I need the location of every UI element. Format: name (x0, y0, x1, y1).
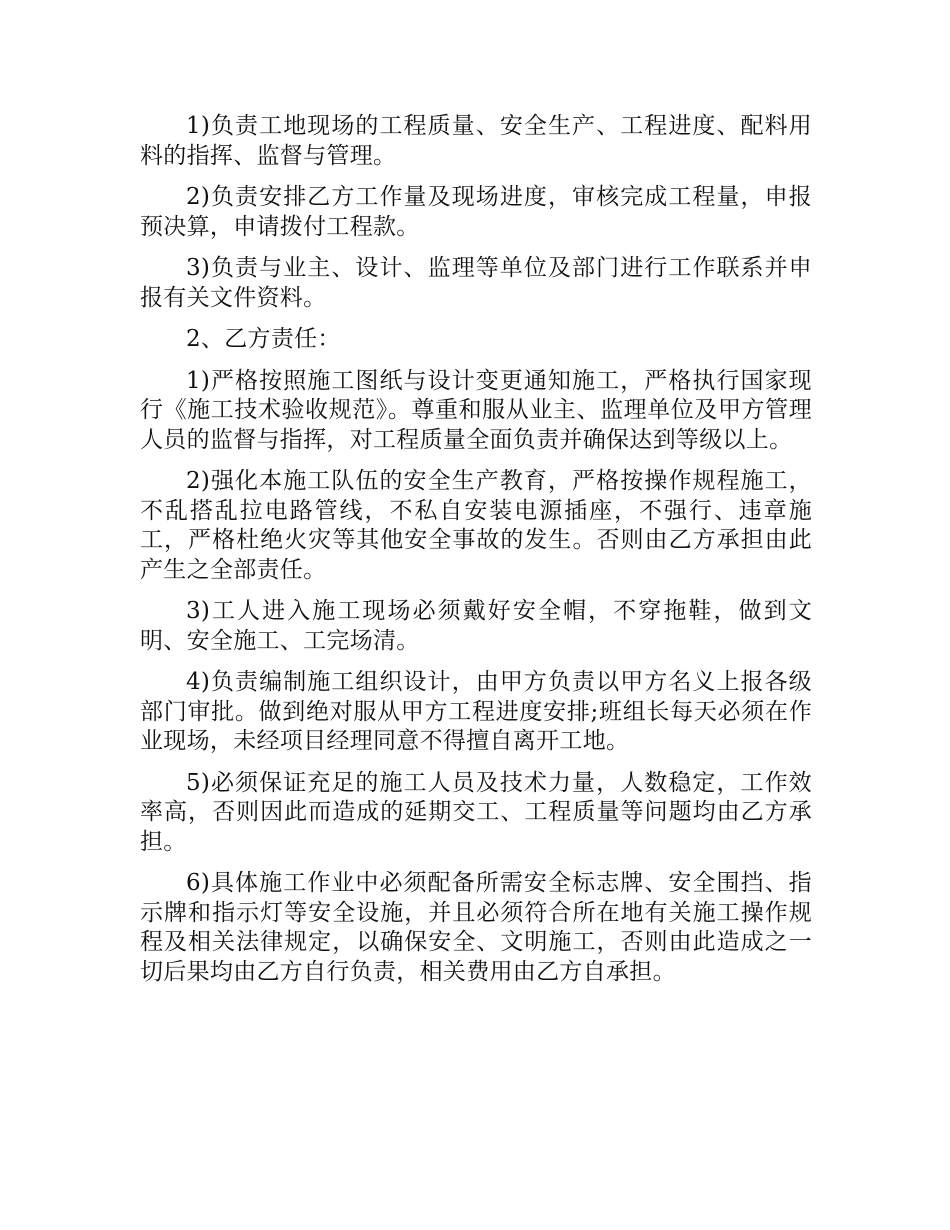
party-b-duty-1: 1)严格按照施工图纸与设计变更通知施工，严格执行国家现行《施工技术验收规范》。尊重和服从业主、监理单位及甲方管理人员的监督与指挥，对工程质量全面负责并确保达到等级以上。 (140, 367, 812, 453)
party-a-duty-3: 3)负责与业主、设计、监理等单位及部门进行工作联系并申报有关文件资料。 (140, 255, 812, 311)
party-a-duty-1: 1)负责工地现场的工程质量、安全生产、工程进度、配料用料的指挥、监督与管理。 (140, 113, 812, 169)
party-b-duty-4: 4)负责编制施工组织设计，由甲方负责以甲方名义上报各级部门审批。做到绝对服从甲方工程进度安排;班组长每天必须在作业现场，未经项目经理同意不得擅自离开工地。 (140, 669, 812, 754)
document-page (140, 112, 812, 999)
party-b-duty-3: 3)工人进入施工现场必须戴好安全帽，不穿拖鞋，做到文明、安全施工、工完场清。 (140, 598, 812, 654)
section-heading-party-b: 2、乙方责任： (186, 326, 341, 352)
party-b-duty-6: 6)具体施工作业中必须配备所需安全标志牌、安全围挡、指示牌和指示灯等安全设施，并且必须符合所在地有关施工操作规程及相关法律规定，以确保安全、文明施工，否则由此造成之一切后果均由乙方自行负责，相关费用由乙方自承担。 (140, 870, 812, 985)
party-a-duty-2: 2)负责安排乙方工作量及现场进度，审核完成工程量，申报预决算，申请拨付工程款。 (140, 184, 812, 240)
party-b-duty-2: 2)强化本施工队伍的安全生产教育，严格按操作规程施工，不乱搭乱拉电路管线，不私自安装电源插座，不强行、违章施工，严格杜绝火灾等其他安全事故的发生。否则由乙方承担由此产生之全部责任。 (140, 468, 812, 583)
party-b-duty-5: 5)必须保证充足的施工人员及技术力量，人数稳定，工作效率高，否则因此而造成的延期交工、工程质量等问题均由乙方承担。 (140, 769, 812, 855)
